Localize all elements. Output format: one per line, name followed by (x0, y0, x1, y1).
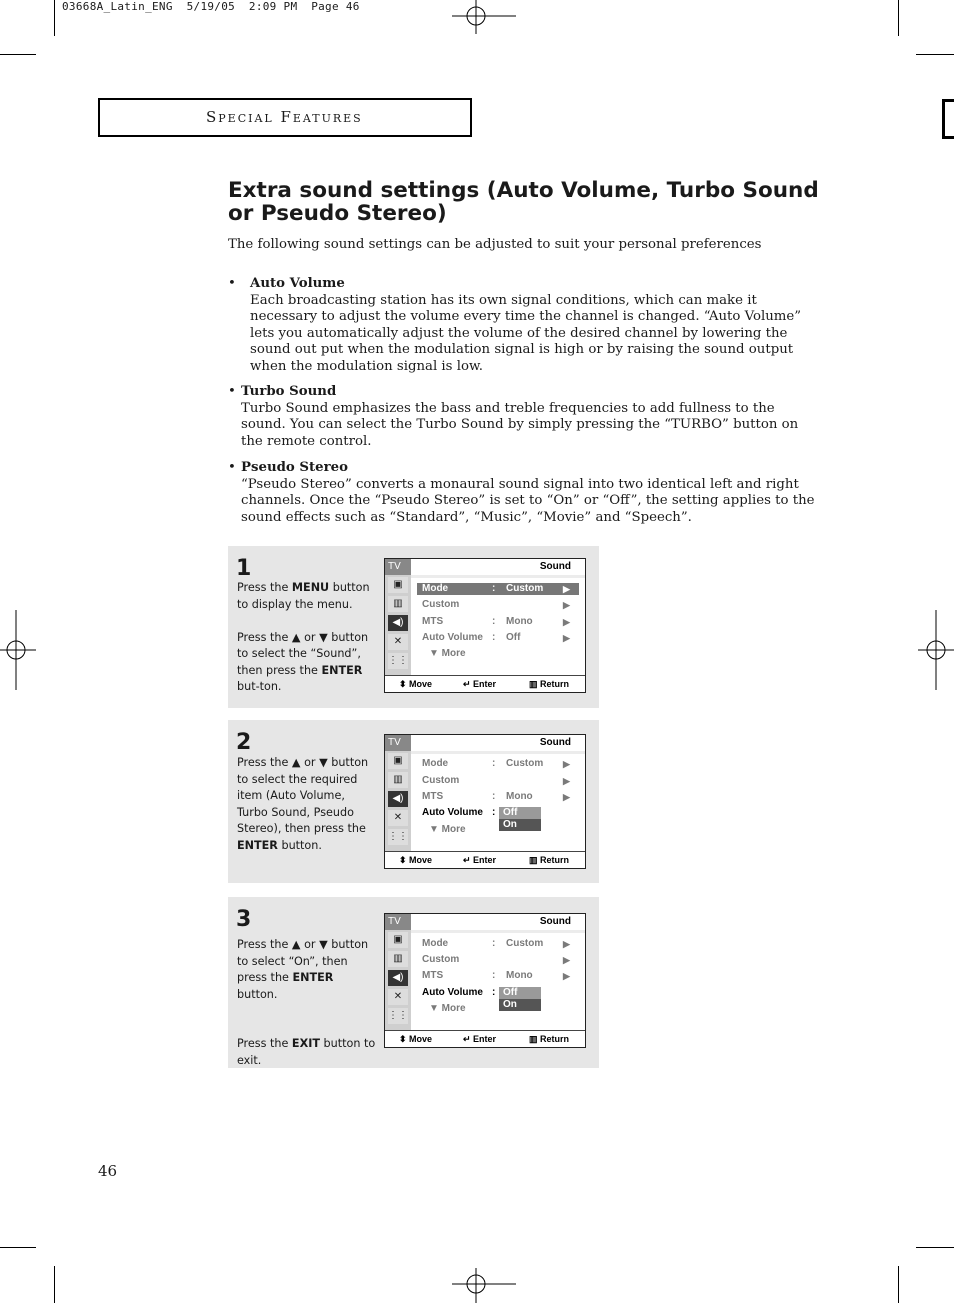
bullet-title: Auto Volume (250, 276, 345, 291)
step-number: 2 (236, 730, 252, 755)
step-instruction: Press the MENU button to display the menu. Press the ▲ or ▼ button to select the “Sound”, then press the ENTER but-ton. (237, 581, 370, 693)
bullet-body: Turbo Sound emphasizes the bass and treble frequencies to add fullness to the sound. You can select the Turbo Sound by simply pressing the “TURBO” button on the remote control. (241, 400, 799, 449)
divider (411, 751, 585, 754)
picture-icon: ▣ (388, 932, 408, 948)
step-1-panel (228, 546, 599, 708)
menu-row-auto-volume: Auto Volume : (422, 807, 496, 818)
arrow-right-icon: ▶ (563, 759, 570, 769)
menu-more: ▼ More (429, 1003, 466, 1014)
move-icon: ⬍ Move (399, 1034, 433, 1044)
divider (411, 575, 585, 578)
step-instruction: Press the ▲ or ▼ button to select the required item (Auto Volume, Turbo Sound, Pseudo Stereo), then press the ENTER button. (237, 756, 369, 852)
menu-sidebar (385, 575, 411, 675)
registration-mark (918, 610, 954, 690)
enter-icon: ↵ Enter (463, 679, 497, 689)
crop-mark (916, 54, 954, 55)
arrow-right-icon: ▶ (563, 955, 570, 965)
menu-more: ▼ More (429, 648, 466, 659)
menu-footer (385, 1030, 585, 1047)
registration-mark (452, 0, 516, 34)
move-icon: ⬍ Move (399, 679, 433, 689)
menu-row-mts: MTS : Mono ▶ (422, 970, 570, 981)
menu-row-mode: Mode : Custom ▶ (422, 938, 570, 949)
menu-row-auto-volume: Auto Volume : (422, 987, 496, 998)
option-popup (499, 807, 541, 831)
menu-row-mode: Mode : Custom ▶ (422, 758, 570, 769)
crop-mark (898, 0, 899, 36)
arrow-right-icon: ▶ (563, 600, 570, 610)
menu-row-custom: Custom ▶ (422, 954, 570, 965)
crop-mark (54, 0, 55, 36)
menu-footer (385, 851, 585, 868)
channel-icon: ▥ (388, 772, 408, 788)
return-icon: ▥ Return (529, 855, 570, 865)
bullet-marker: • (228, 276, 236, 291)
crop-mark (54, 1266, 55, 1303)
option-popup (499, 987, 541, 1011)
intro-text: The following sound settings can be adjusted to suit your personal preferences (228, 237, 762, 252)
return-icon: ▥ Return (529, 679, 570, 689)
bullet-turbo-sound (228, 384, 818, 450)
speaker-icon: ◀) (388, 791, 408, 807)
channel-icon: ▥ (388, 951, 408, 967)
page-number: 46 (98, 1162, 118, 1180)
section-header (98, 98, 472, 137)
sound-menu-screen (384, 734, 586, 869)
sound-menu-screen (384, 558, 586, 693)
registration-mark (452, 1268, 516, 1303)
sound-menu-screen (384, 913, 586, 1048)
bullet-marker: • (228, 460, 236, 475)
option-off: Off (499, 807, 541, 819)
bullet-auto-volume (228, 276, 818, 375)
antenna-icon: ✕ (388, 810, 408, 826)
move-icon: ⬍ Move (399, 855, 433, 865)
crop-mark (0, 54, 36, 55)
print-slug: 03668A_Latin_ENG 5/19/05 2:09 PM Page 46 (62, 0, 360, 13)
menu-row-mts: MTS : Mono ▶ (422, 616, 570, 627)
bullet-marker: • (228, 384, 236, 399)
tv-label: TV (385, 914, 411, 930)
option-off: Off (499, 987, 541, 999)
menu-title: Sound (539, 737, 571, 748)
setup-icon: ⋮⋮ (388, 829, 408, 845)
bullet-title: Pseudo Stereo (241, 460, 348, 475)
step-number: 3 (236, 907, 252, 932)
menu-more: ▼ More (429, 824, 466, 835)
menu-row-custom: Custom ▶ (422, 599, 570, 610)
arrow-right-icon: ▶ (563, 617, 570, 627)
option-on: On (499, 999, 541, 1011)
tv-label: TV (385, 559, 411, 575)
bullet-pseudo-stereo (228, 460, 818, 526)
arrow-right-icon: ▶ (563, 584, 570, 594)
menu-title: Sound (539, 916, 571, 927)
enter-icon: ↵ Enter (463, 1034, 497, 1044)
antenna-icon: ✕ (388, 634, 408, 650)
section-title: Special Features (206, 108, 363, 126)
menu-row-custom: Custom ▶ (422, 775, 570, 786)
arrow-right-icon: ▶ (563, 633, 570, 643)
arrow-right-icon: ▶ (563, 939, 570, 949)
divider (411, 930, 585, 933)
option-on: On (499, 819, 541, 831)
bullet-body: “Pseudo Stereo” converts a monaural sound signal into two identical left and right channels. Once the “Pseudo Stereo” is set to “On” or “Off”, the setting applies to the sound effects such as “Standard”, “Music”, “Movie” and “Speech”. (241, 476, 815, 525)
bullet-title: Turbo Sound (241, 384, 337, 399)
step-3-panel (228, 897, 599, 1068)
crop-mark (0, 1247, 36, 1248)
registration-mark (0, 610, 36, 690)
menu-row-auto-volume: Auto Volume : Off ▶ (422, 632, 570, 643)
menu-sidebar (385, 751, 411, 851)
speaker-icon: ◀) (388, 970, 408, 986)
menu-sidebar (385, 930, 411, 1030)
page-title: Extra sound settings (Auto Volume, Turbo Sound or Pseudo Stereo) (228, 178, 819, 226)
arrow-right-icon: ▶ (563, 792, 570, 802)
edge-tab (942, 99, 954, 139)
crop-mark (916, 1247, 954, 1248)
picture-icon: ▣ (388, 577, 408, 593)
step-instruction: Press the ▲ or ▼ button to select “On”, then press the ENTER button. Press the EXIT button to exit. (237, 938, 376, 1067)
menu-row-mode: Mode : Custom ▶ (417, 583, 579, 595)
arrow-right-icon: ▶ (563, 971, 570, 981)
arrow-right-icon: ▶ (563, 776, 570, 786)
menu-footer (385, 675, 585, 692)
return-icon: ▥ Return (529, 1034, 570, 1044)
enter-icon: ↵ Enter (463, 855, 497, 865)
speaker-icon: ◀) (388, 615, 408, 631)
setup-icon: ⋮⋮ (388, 1008, 408, 1024)
tv-label: TV (385, 735, 411, 751)
step-number: 1 (236, 556, 252, 581)
bullet-body: Each broadcasting station has its own signal conditions, which can make it necessary to adjust the volume every time the channel is changed. “Auto Volume” lets you automatically adjust the volume of the desired channel by lowering the sound out put when the modulation signal is high or by raising the sound output when the modulation signal is low. (250, 292, 802, 374)
channel-icon: ▥ (388, 596, 408, 612)
menu-title: Sound (539, 561, 571, 572)
menu-row-mts: MTS : Mono ▶ (422, 791, 570, 802)
step-2-panel (228, 720, 599, 883)
crop-mark (898, 1266, 899, 1303)
antenna-icon: ✕ (388, 989, 408, 1005)
picture-icon: ▣ (388, 753, 408, 769)
setup-icon: ⋮⋮ (388, 653, 408, 669)
